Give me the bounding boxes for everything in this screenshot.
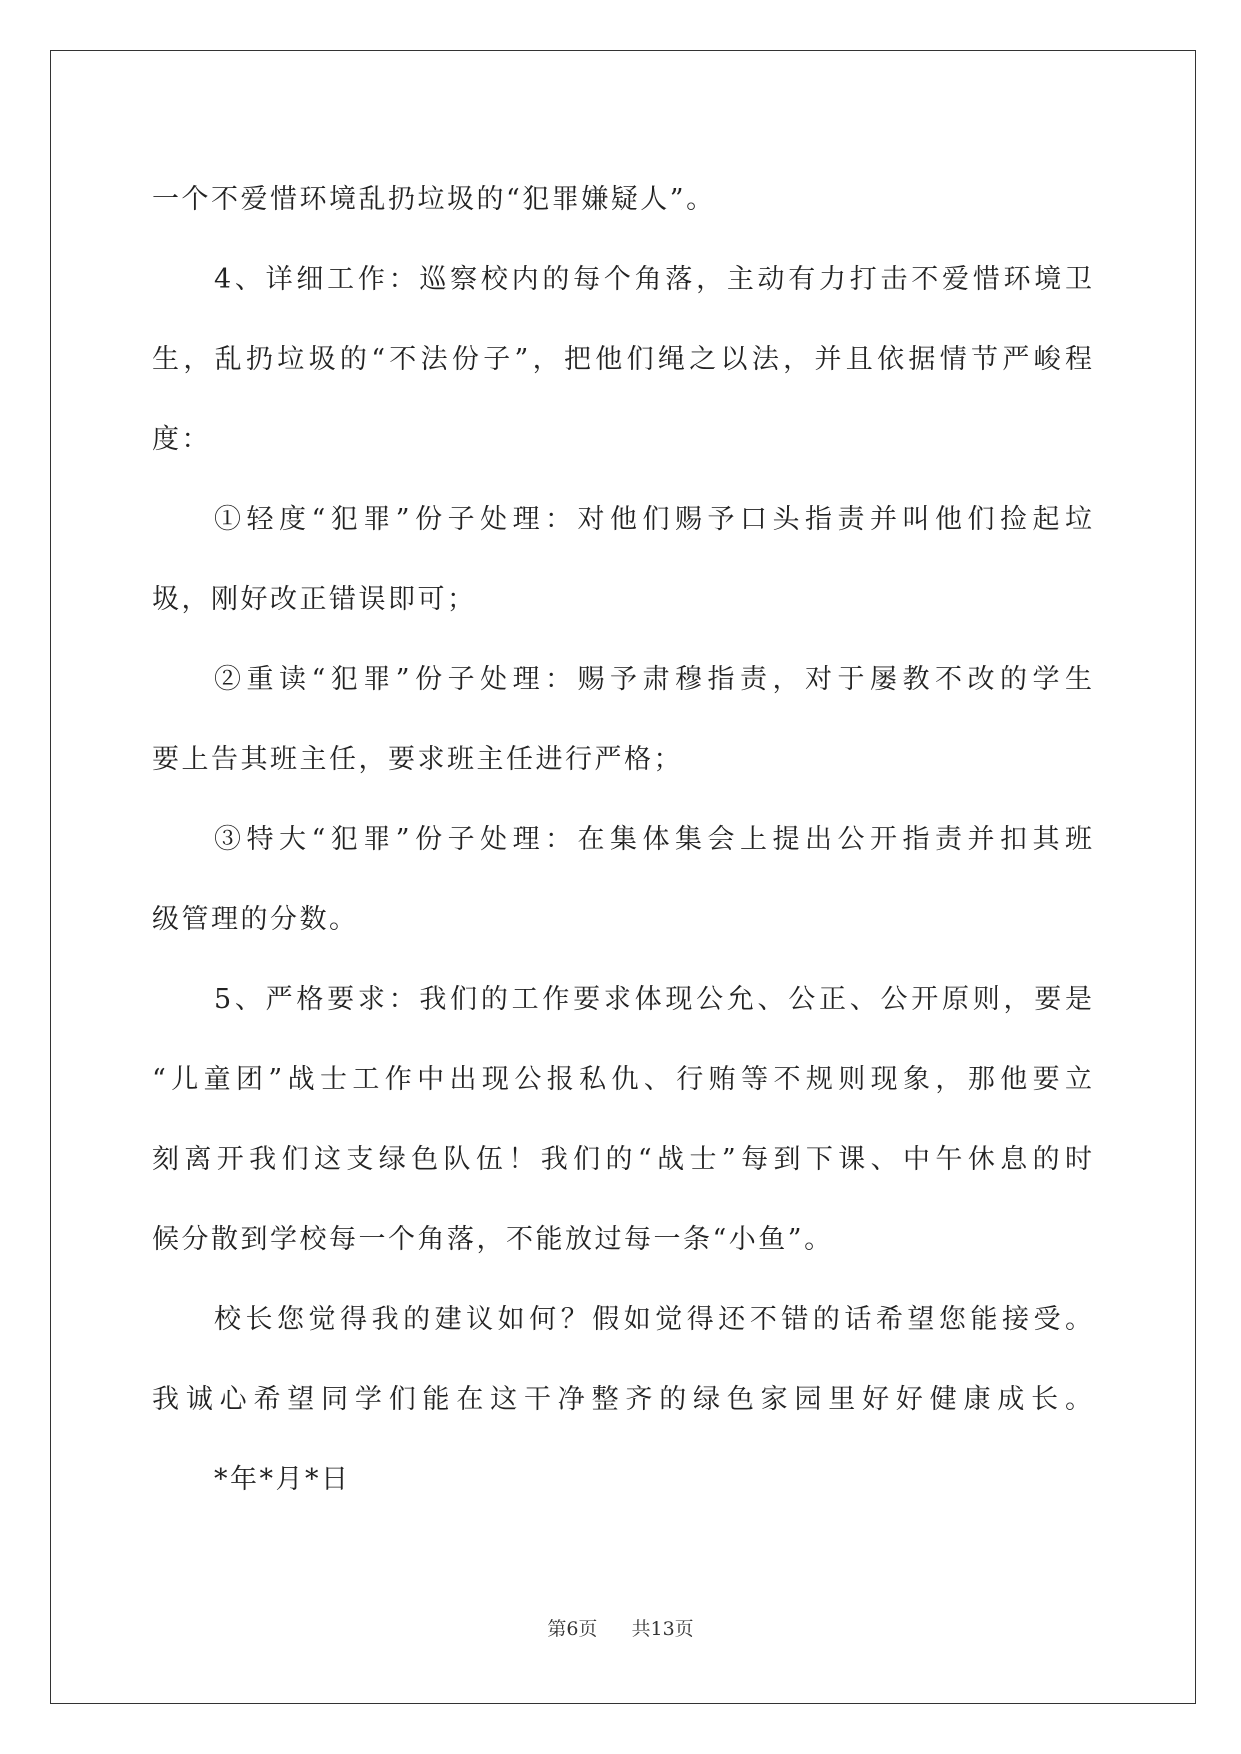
text-line: “儿童团”战士工作中出现公报私仇、行贿等不规则现象，那他要立 xyxy=(152,1064,1092,1095)
page-number: 第6页 xyxy=(547,1618,598,1640)
text-line: 生，乱扔垃圾的“不法份子”，把他们绳之以法，并且依据情节严峻程 xyxy=(152,344,1092,375)
text-line: 一个不爱惜环境乱扔垃圾的“犯罪嫌疑人”。 xyxy=(152,184,716,215)
text-line: 级管理的分数。 xyxy=(152,904,359,935)
date-line: *年*月*日 xyxy=(214,1464,351,1495)
text-line: ③特大“犯罪”份子处理：在集体集会上提出公开指责并扣其班 xyxy=(214,824,1092,855)
text-line: 要上告其班主任，要求班主任进行严格； xyxy=(152,744,683,775)
text-line: ②重读“犯罪”份子处理：赐予肃穆指责，对于屡教不改的学生 xyxy=(214,664,1092,695)
text-line: 校长您觉得我的建议如何？假如觉得还不错的话希望您能接受。 xyxy=(214,1304,1092,1335)
text-line: 我诚心希望同学们能在这干净整齐的绿色家园里好好健康成长。 xyxy=(152,1384,1092,1415)
page-total: 共13页 xyxy=(631,1618,694,1640)
text-line: ①轻度“犯罪”份子处理：对他们赐予口头指责并叫他们捡起垃 xyxy=(214,504,1092,535)
text-line: 4、详细工作：巡察校内的每个角落，主动有力打击不爱惜环境卫 xyxy=(214,264,1092,295)
text-line: 圾，刚好改正错误即可； xyxy=(152,584,477,615)
text-line: 度： xyxy=(152,424,211,455)
page-footer xyxy=(0,1614,1241,1641)
text-line: 候分散到学校每一个角落，不能放过每一条“小鱼”。 xyxy=(152,1224,834,1255)
document-body xyxy=(152,160,1092,1520)
text-line: 刻离开我们这支绿色队伍！我们的“战士”每到下课、中午休息的时 xyxy=(152,1144,1092,1175)
text-line: 5、严格要求：我们的工作要求体现公允、公正、公开原则，要是 xyxy=(214,984,1092,1015)
